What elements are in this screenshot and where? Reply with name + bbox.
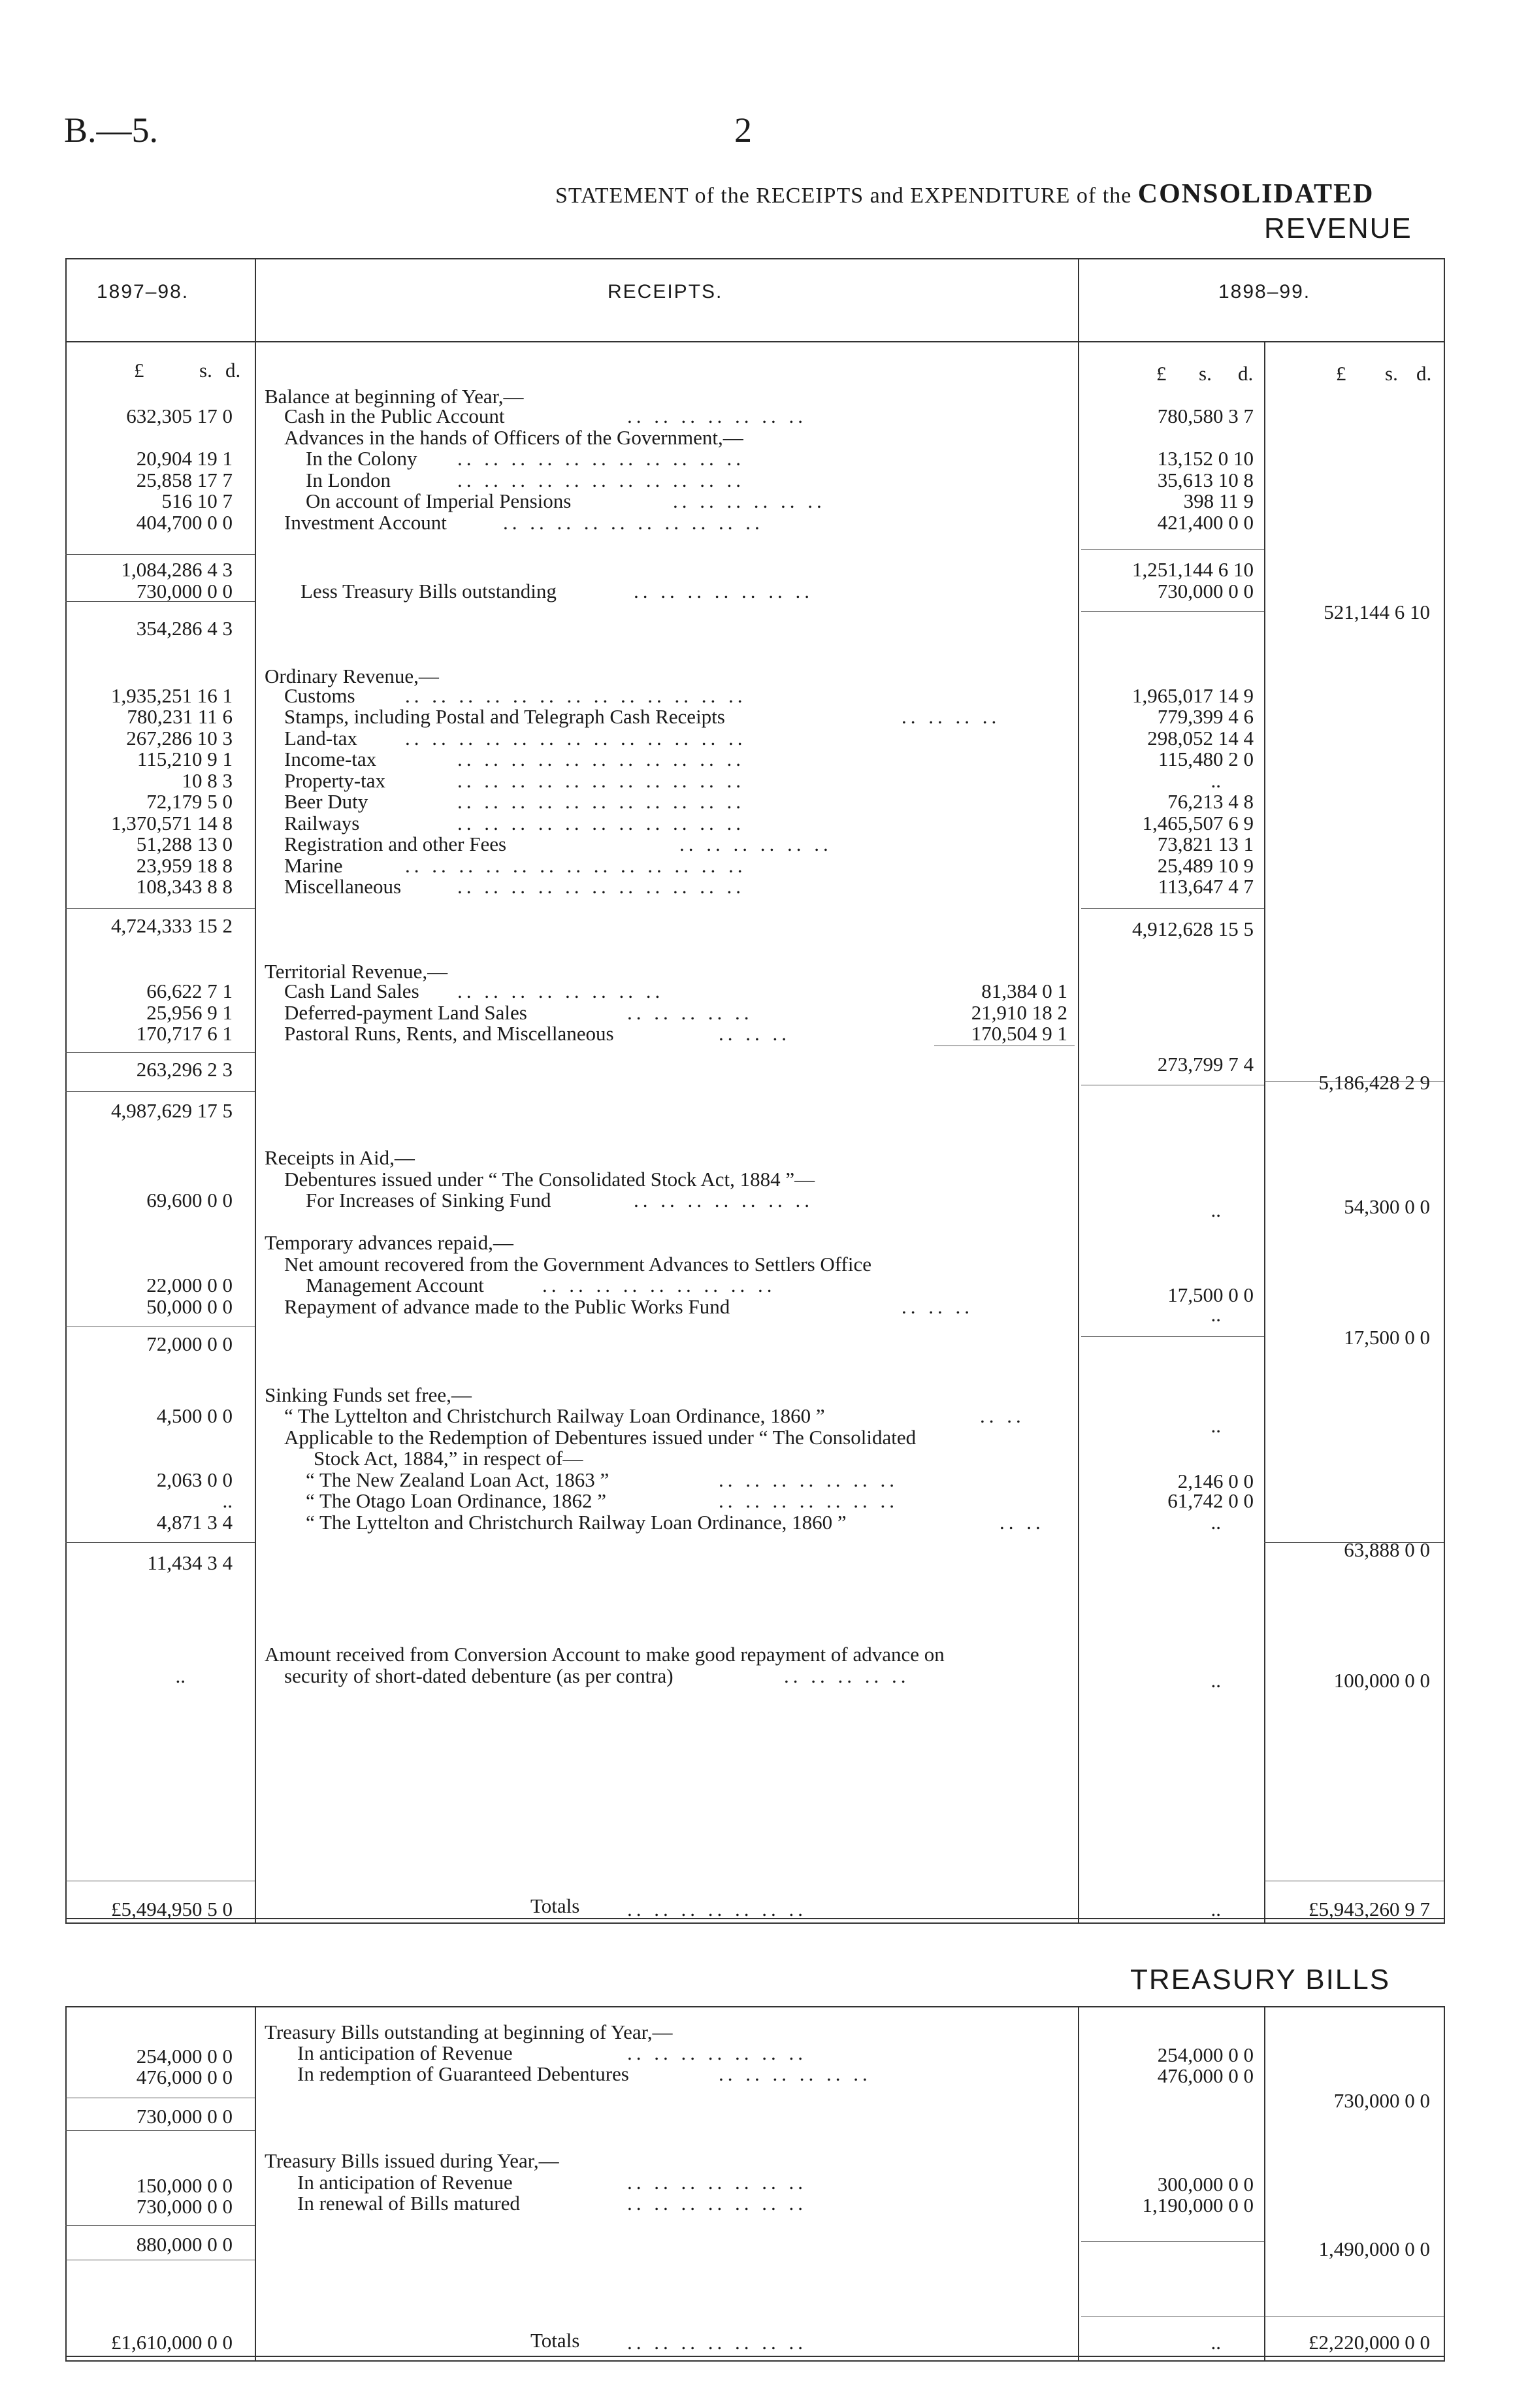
leader: .. .. .. .. .. .. .. .. .. .. ..: [457, 769, 745, 792]
totals-mid: ..: [1211, 1898, 1221, 1921]
row-mid: 2,146 0 0: [1177, 1470, 1254, 1493]
treasury-row-right: 1,490,000 0 0: [1318, 2237, 1430, 2260]
row-text: “ The Lyttelton and Christchurch Railway Loan Ordinance, 1860 ”: [284, 1404, 825, 1427]
row-prev: 267,286 10 3: [126, 727, 233, 750]
row-text: Registration and other Fees: [284, 833, 507, 855]
row-text: “ The New Zealand Loan Act, 1863 ”: [306, 1468, 610, 1491]
row-prev: 780,231 11 6: [127, 705, 233, 728]
statement-title: [555, 178, 1374, 210]
row-text: Investment Account: [284, 511, 447, 534]
leader: .. .. .. .. .. .. .. .. .. .. .. .. ..: [405, 727, 747, 750]
leader: .. .. .. .. .. .. ..: [627, 2171, 807, 2194]
row-sub: 170,504 9 1: [971, 1022, 1067, 1045]
row-prev: 1,370,571 14 8: [111, 812, 233, 834]
row-prev: 404,700 0 0: [136, 511, 233, 534]
row-prev: 20,904 19 1: [136, 447, 233, 470]
row-text: Territorial Revenue,—: [265, 960, 448, 983]
row-mid: 779,399 4 6: [1157, 705, 1254, 728]
row-mid: 1,465,507 6 9: [1142, 812, 1254, 834]
row-prev: ..: [175, 1664, 186, 1687]
row-prev: 4,871 3 4: [156, 1511, 233, 1534]
treasury-row-prev: 730,000 0 0: [136, 2195, 233, 2218]
row-mid: 25,489 10 9: [1157, 854, 1254, 877]
treasury-row-text: In anticipation of Revenue: [297, 2041, 513, 2064]
row-prev: 25,858 17 7: [136, 469, 233, 491]
treasury-row-mid: 1,190,000 0 0: [1142, 2194, 1254, 2217]
leader: .. .. .. .. .. .. .. .. .. .. ..: [457, 790, 745, 813]
row-prev: 115,210 9 1: [137, 748, 233, 770]
row-prev: 72,179 5 0: [146, 790, 233, 813]
row-text: Advances in the hands of Officers of the Government,—: [284, 426, 743, 449]
treasury-row-prev: 254,000 0 0: [136, 2045, 233, 2068]
treasury-row-text: In renewal of Bills matured: [297, 2192, 520, 2215]
row-mid: ..: [1211, 1198, 1221, 1221]
row-prev: 354,286 4 3: [136, 617, 233, 640]
row-sub: 21,910 18 2: [971, 1001, 1067, 1024]
page-ref: B.—5.: [64, 110, 159, 150]
row-mid: 421,400 0 0: [1157, 511, 1254, 534]
row-prev: 730,000 0 0: [136, 580, 233, 602]
row-text: Management Account: [306, 1274, 484, 1296]
row-text: On account of Imperial Pensions: [306, 489, 572, 512]
col-curr-year: 1898–99.: [1218, 281, 1311, 303]
row-text: security of short-dated debenture (as per contra): [284, 1664, 674, 1687]
row-prev: 22,000 0 0: [146, 1274, 233, 1296]
unit-s: s.: [1385, 362, 1398, 385]
leader: .. .. .. .. .. .. .. .. .. .. ..: [457, 812, 745, 834]
row-prev: 516 10 7: [161, 489, 233, 512]
totals-label: Totals: [530, 1894, 580, 1917]
row-mid: 4,912,628 15 5: [1132, 917, 1254, 940]
totals-prev: £5,494,950 5 0: [111, 1898, 233, 1921]
leader: .. .. .. .. .. .. ..: [627, 1898, 807, 1921]
treasury-row-prev: 150,000 0 0: [136, 2174, 233, 2197]
col-prev-year: 1897–98.: [97, 281, 189, 303]
row-text: Stamps, including Postal and Telegraph Cash Receipts: [284, 705, 725, 728]
treasury-row-mid: 476,000 0 0: [1157, 2064, 1254, 2087]
leader: .. .. .. .. .. .. ..: [719, 1468, 898, 1491]
row-mid: 1,251,144 6 10: [1132, 558, 1254, 581]
row-text: Ordinary Revenue,—: [265, 665, 439, 687]
row-mid: ..: [1211, 769, 1221, 792]
treasury-row-mid: 300,000 0 0: [1157, 2173, 1254, 2196]
row-mid: 298,052 14 4: [1147, 727, 1254, 750]
row-prev: 4,724,333 15 2: [111, 914, 233, 937]
leader: .. ..: [1000, 1511, 1045, 1534]
row-text: Land-tax: [284, 727, 357, 750]
row-prev: 4,500 0 0: [156, 1404, 233, 1427]
unit-d: d.: [1416, 362, 1432, 385]
row-prev: 263,296 2 3: [136, 1058, 233, 1081]
row-prev: 2,063 0 0: [156, 1468, 233, 1491]
row-text: Balance at beginning of Year,—: [265, 385, 524, 408]
row-right: 17,500 0 0: [1344, 1326, 1430, 1349]
row-text: “ The Otago Loan Ordinance, 1862 ”: [306, 1489, 606, 1512]
totals-right: £5,943,260 9 7: [1309, 1898, 1430, 1921]
row-text: Cash Land Sales: [284, 980, 419, 1002]
col-receipts: RECEIPTS.: [608, 281, 723, 303]
leader: .. .. ..: [719, 1022, 790, 1045]
row-mid: 17,500 0 0: [1167, 1283, 1254, 1306]
leader: .. .. .. .. .. .. .. .. .. .. .. .. ..: [405, 684, 747, 707]
row-text: Receipts in Aid,—: [265, 1146, 415, 1169]
leader: .. .. .. .. .. .. ..: [634, 580, 813, 602]
treasury-row-text: Treasury Bills outstanding at beginning of Year,—: [265, 2020, 673, 2043]
row-text: Applicable to the Redemption of Debentures issued under “ The Consolidated: [284, 1426, 917, 1449]
row-text: Stock Act, 1884,” in respect of—: [314, 1447, 583, 1470]
treasury-row-text: In anticipation of Revenue: [297, 2171, 513, 2194]
treasury-row-text: In redemption of Guaranteed Debentures: [297, 2062, 629, 2085]
statement-title-prefix: STATEMENT of the RECEIPTS and EXPENDITURE of the: [555, 184, 1132, 208]
leader: .. .. .. .. .. ..: [673, 489, 826, 512]
leader: .. .. .. .. .. ..: [719, 2062, 871, 2085]
row-prev: ..: [222, 1489, 233, 1512]
row-prev: 69,600 0 0: [146, 1189, 233, 1212]
leader: .. .. .. .. .. .. ..: [634, 1189, 813, 1212]
row-text: Less Treasury Bills outstanding: [301, 580, 557, 602]
row-mid: 76,213 4 8: [1167, 790, 1254, 813]
row-prev: 4,987,629 17 5: [111, 1099, 233, 1122]
unit-pound: £: [134, 359, 144, 382]
leader: .. .. .. .. .. .. .. .. .. .. ..: [457, 469, 745, 491]
statement-title-bold: CONSOLIDATED: [1137, 179, 1374, 209]
page-number: 2: [734, 110, 752, 150]
treasury-totals-prev: £1,610,000 0 0: [111, 2331, 233, 2354]
row-prev: 51,288 13 0: [136, 833, 233, 855]
row-mid: ..: [1211, 1303, 1221, 1326]
unit-d: d.: [225, 359, 241, 382]
leader: .. .. .. .. .. .. .. .. .. ..: [503, 511, 764, 534]
row-text: Customs: [284, 684, 355, 707]
row-mid: 115,480 2 0: [1158, 748, 1254, 770]
row-prev: 23,959 18 8: [136, 854, 233, 877]
leader: .. .. .. .. .. .. ..: [719, 1489, 898, 1512]
treasury-heading: TREASURY BILLS: [1130, 1964, 1391, 1996]
row-text: Marine: [284, 854, 343, 877]
leader: .. .. .. .. .. .. ..: [627, 2192, 807, 2215]
row-mid: 273,799 7 4: [1157, 1053, 1254, 1076]
row-text: Amount received from Conversion Account to make good repayment of advance on: [265, 1643, 945, 1666]
treasury-totals-right: £2,220,000 0 0: [1309, 2331, 1430, 2354]
row-right: 521,144 6 10: [1324, 601, 1430, 623]
treasury-row-mid: 254,000 0 0: [1157, 2043, 1254, 2066]
row-text: Cash in the Public Account: [284, 404, 505, 427]
row-sub: 81,384 0 1: [981, 980, 1067, 1002]
row-mid: 398 11 9: [1183, 489, 1254, 512]
row-text: Sinking Funds set free,—: [265, 1383, 472, 1406]
row-right: 54,300 0 0: [1344, 1195, 1430, 1218]
row-prev: 72,000 0 0: [146, 1332, 233, 1355]
treasury-row-right: 730,000 0 0: [1333, 2089, 1430, 2112]
leader: .. .. .. ..: [902, 705, 1001, 728]
leader: .. .. .. .. ..: [627, 1001, 753, 1024]
row-mid: 113,647 4 7: [1158, 875, 1254, 898]
row-text: Deferred-payment Land Sales: [284, 1001, 527, 1024]
unit-pound: £: [1336, 362, 1346, 385]
row-text: Beer Duty: [284, 790, 368, 813]
unit-s: s.: [1199, 362, 1212, 385]
leader: .. .. .. .. .. .. .. .. .. .. ..: [457, 748, 745, 770]
unit-pound: £: [1156, 362, 1167, 385]
leader: .. .. .. .. .. .. .. .. .. .. ..: [457, 447, 745, 470]
leader: .. .. .. .. .. .. ..: [627, 2041, 807, 2064]
row-text: “ The Lyttelton and Christchurch Railway Loan Ordinance, 1860 ”: [306, 1511, 847, 1534]
statement-title-line2: REVENUE: [1264, 212, 1412, 244]
row-text: In the Colony: [306, 447, 417, 470]
unit-d: d.: [1238, 362, 1254, 385]
leader: .. .. .. .. .. ..: [679, 833, 832, 855]
row-mid: 13,152 0 10: [1157, 447, 1254, 470]
treasury-row-prev: 730,000 0 0: [136, 2105, 233, 2128]
row-prev: 1,935,251 16 1: [111, 684, 233, 707]
row-text: For Increases of Sinking Fund: [306, 1189, 551, 1212]
unit-s: s.: [199, 359, 212, 382]
row-prev: 10 8 3: [182, 769, 233, 792]
row-text: Railways: [284, 812, 360, 834]
row-prev: 1,084,286 4 3: [121, 558, 233, 581]
row-text: Temporary advances repaid,—: [265, 1231, 513, 1254]
row-text: Pastoral Runs, Rents, and Miscellaneous: [284, 1022, 614, 1045]
treasury-totals-mid: ..: [1211, 2331, 1221, 2354]
row-mid: 780,580 3 7: [1157, 404, 1254, 427]
row-mid: 730,000 0 0: [1157, 580, 1254, 602]
row-text: Miscellaneous: [284, 875, 402, 898]
leader: .. .. .. .. .. .. .. .. .. .. .. .. ..: [405, 854, 747, 877]
row-prev: 25,956 9 1: [146, 1001, 233, 1024]
row-text: Net amount recovered from the Government Advances to Settlers Office: [284, 1253, 871, 1276]
leader: .. ..: [980, 1404, 1025, 1427]
leader: .. .. .. .. .. .. ..: [627, 2331, 807, 2354]
row-prev: 632,305 17 0: [126, 404, 233, 427]
row-mid: 61,742 0 0: [1167, 1489, 1254, 1512]
leader: .. .. .. .. .. .. .. ..: [457, 980, 664, 1002]
row-right: 63,888 0 0: [1344, 1538, 1430, 1561]
row-prev: 66,622 7 1: [146, 980, 233, 1002]
row-prev: 50,000 0 0: [146, 1295, 233, 1318]
leader: .. .. ..: [902, 1295, 973, 1318]
row-mid: ..: [1211, 1511, 1221, 1534]
row-text: In London: [306, 469, 391, 491]
treasury-row-prev: 880,000 0 0: [136, 2233, 233, 2256]
treasury-row-text: Treasury Bills issued during Year,—: [265, 2149, 559, 2172]
row-prev: 170,717 6 1: [136, 1022, 233, 1045]
row-text: Income-tax: [284, 748, 377, 770]
row-mid: 35,613 10 8: [1157, 469, 1254, 491]
leader: .. .. .. .. .. .. .. .. .. .. ..: [457, 875, 745, 898]
leader: .. .. .. .. .. .. ..: [627, 404, 807, 427]
row-mid: 73,821 13 1: [1157, 833, 1254, 855]
row-mid: ..: [1211, 1414, 1221, 1437]
row-text: Repayment of advance made to the Public Works Fund: [284, 1295, 730, 1318]
treasury-row-prev: 476,000 0 0: [136, 2066, 233, 2088]
leader: .. .. .. .. .. .. .. .. ..: [542, 1274, 776, 1296]
row-text: Debentures issued under “ The Consolidated Stock Act, 1884 ”—: [284, 1168, 815, 1191]
row-right: 100,000 0 0: [1333, 1669, 1430, 1692]
leader: .. .. .. .. ..: [784, 1664, 910, 1687]
treasury-totals-label: Totals: [530, 2329, 580, 2352]
row-prev: 108,343 8 8: [136, 875, 233, 898]
row-mid: ..: [1211, 1669, 1221, 1692]
row-text: Property-tax: [284, 769, 385, 792]
row-right: 5,186,428 2 9: [1318, 1071, 1430, 1094]
row-mid: 1,965,017 14 9: [1132, 684, 1254, 707]
row-prev: 11,434 3 4: [147, 1551, 233, 1574]
